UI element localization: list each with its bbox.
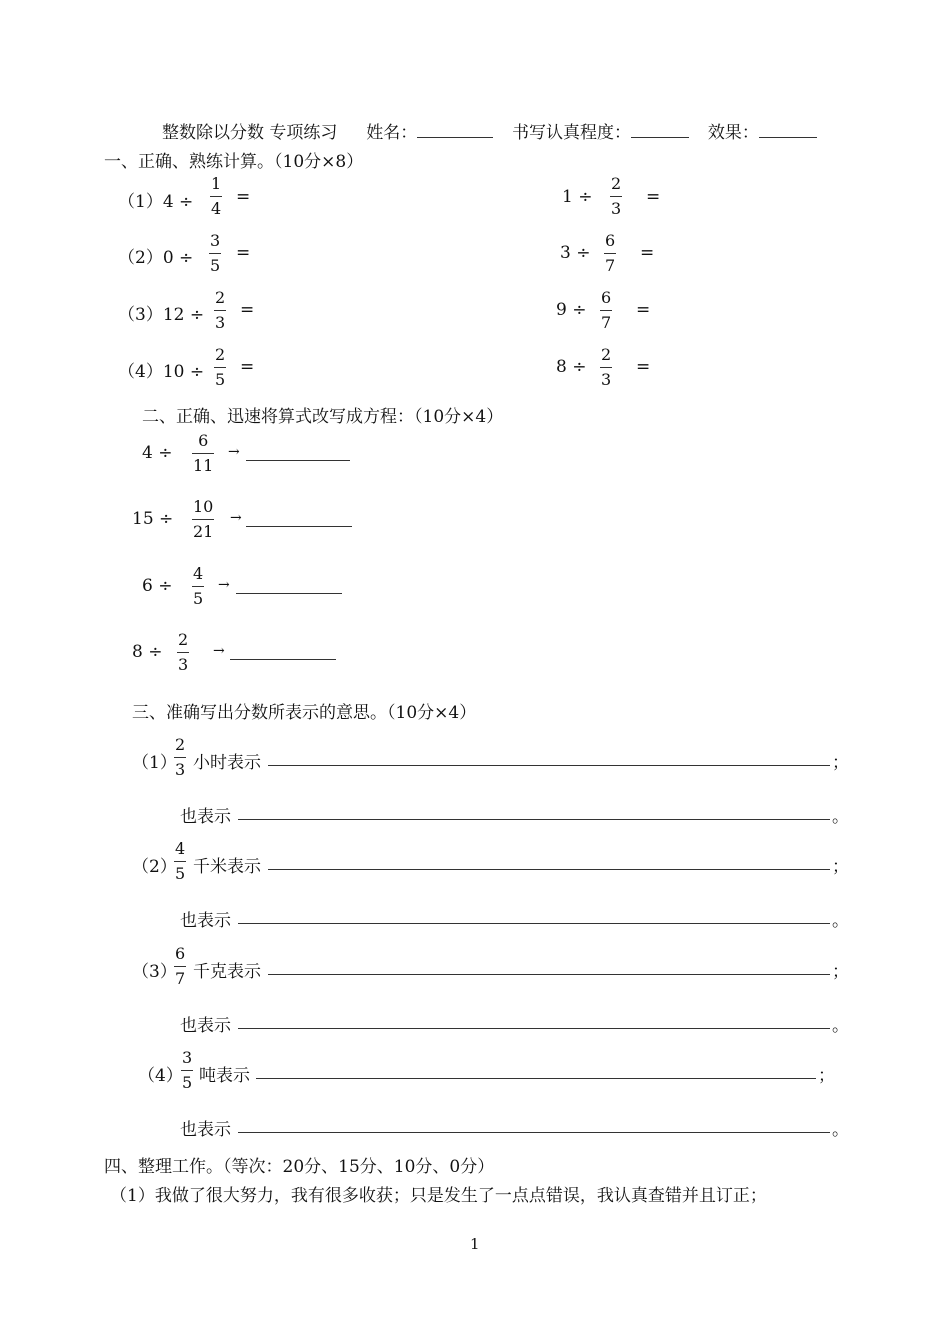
equals-sign: =: [240, 300, 255, 320]
fraction: [181, 1050, 193, 1091]
worksheet-header: [162, 118, 817, 143]
equals-sign: =: [236, 187, 251, 207]
numerator: 10: [193, 497, 214, 516]
fraction: [174, 946, 186, 987]
fraction: [177, 632, 189, 673]
calc-expression: 1 ÷: [562, 187, 593, 207]
equals-sign: =: [636, 300, 651, 320]
answer-line[interactable]: [246, 526, 352, 527]
division-expression: 15 ÷: [132, 509, 174, 529]
section4-heading: 四、整理工作。（等次：20分、15分、10分、0分）: [104, 1157, 495, 1177]
denominator: 3: [600, 367, 612, 388]
name-label: 姓名：: [366, 123, 418, 143]
unit-label: 吨表示: [199, 1066, 250, 1086]
denominator: 5: [174, 861, 186, 882]
denominator: 3: [174, 757, 186, 778]
fraction: [192, 433, 214, 474]
answer-line[interactable]: [268, 869, 830, 870]
denominator: 7: [600, 310, 612, 331]
end-punct: ；: [832, 962, 849, 982]
numerator: 2: [215, 345, 226, 364]
denominator: 3: [177, 652, 189, 673]
answer-line[interactable]: [236, 593, 342, 594]
equals-sign: =: [640, 243, 655, 263]
denominator: 3: [610, 196, 622, 217]
denominator: 5: [214, 367, 226, 388]
numerator: 3: [182, 1048, 193, 1067]
calc-expression: 8 ÷: [556, 357, 587, 377]
denominator: 7: [174, 966, 186, 987]
numerator: 6: [198, 431, 209, 450]
numerator: 2: [601, 345, 612, 364]
unit-label: 小时表示: [193, 753, 261, 773]
numerator: 2: [611, 174, 622, 193]
section1-heading: 一、正确、熟练计算。（10分×8）: [104, 152, 364, 172]
effect-label: 效果：: [707, 123, 759, 143]
fraction: [600, 347, 612, 388]
end-punct: 。: [832, 911, 849, 931]
item-number: （2）: [132, 857, 177, 877]
fraction: [610, 176, 622, 217]
section3-heading: 三、准确写出分数所表示的意思。（10分×4）: [132, 703, 477, 723]
also-label: 也表示: [180, 911, 231, 931]
equals-sign: =: [236, 243, 251, 263]
also-label: 也表示: [180, 1120, 231, 1140]
numerator: 6: [175, 944, 186, 963]
numerator: 1: [211, 174, 222, 193]
division-expression: 8 ÷: [132, 642, 163, 662]
right-arrow-icon: →: [218, 577, 230, 593]
answer-line[interactable]: [256, 1078, 816, 1079]
fraction: [600, 290, 612, 331]
denominator: 5: [209, 253, 221, 274]
end-punct: ；: [832, 857, 849, 877]
end-punct: 。: [832, 1120, 849, 1140]
division-expression: 6 ÷: [142, 576, 173, 596]
fraction: [174, 841, 186, 882]
effect-field[interactable]: [759, 137, 817, 138]
also-label: 也表示: [180, 807, 231, 827]
numerator: 6: [601, 288, 612, 307]
item-number: （1）: [132, 753, 177, 773]
fraction: [192, 566, 204, 607]
calc-expression: （1）4 ÷: [118, 192, 194, 212]
denominator: 7: [604, 253, 616, 274]
numerator: 4: [193, 564, 204, 583]
right-arrow-icon: →: [230, 510, 242, 526]
division-expression: 4 ÷: [142, 443, 173, 463]
calc-expression: （2）0 ÷: [118, 248, 194, 268]
end-punct: ；: [832, 753, 849, 773]
fraction: [214, 290, 226, 331]
fraction: [174, 737, 186, 778]
answer-line[interactable]: [246, 460, 350, 461]
also-label: 也表示: [180, 1016, 231, 1036]
name-field[interactable]: [417, 137, 493, 138]
writing-field[interactable]: [631, 137, 689, 138]
calc-expression: （4）10 ÷: [118, 362, 205, 382]
reflection-item: （1）我做了很大努力，我有很多收获；只是发生了一点点错误，我认真查错并且订正；: [110, 1186, 767, 1206]
numerator: 4: [175, 839, 186, 858]
unit-label: 千克表示: [193, 962, 261, 982]
writing-label: 书写认真程度：: [512, 123, 632, 143]
denominator: 11: [192, 453, 214, 474]
denominator: 3: [214, 310, 226, 331]
right-arrow-icon: →: [228, 444, 240, 460]
answer-line[interactable]: [238, 923, 830, 924]
end-punct: 。: [832, 1016, 849, 1036]
numerator: 2: [215, 288, 226, 307]
equals-sign: =: [646, 187, 661, 207]
unit-label: 千米表示: [193, 857, 261, 877]
item-number: （4）: [138, 1066, 183, 1086]
equals-sign: =: [240, 357, 255, 377]
fraction: [192, 499, 214, 540]
numerator: 2: [178, 630, 189, 649]
fraction: [209, 233, 221, 274]
denominator: 5: [192, 586, 204, 607]
end-punct: 。: [832, 807, 849, 827]
numerator: 2: [175, 735, 186, 754]
answer-line[interactable]: [238, 1132, 830, 1133]
fraction: [604, 233, 616, 274]
page-number: 1: [470, 1235, 480, 1253]
end-punct: ；: [818, 1066, 835, 1086]
calc-expression: 9 ÷: [556, 300, 587, 320]
calc-expression: （3）12 ÷: [118, 305, 205, 325]
fraction: [210, 176, 222, 217]
numerator: 6: [605, 231, 616, 250]
denominator: 5: [181, 1070, 193, 1091]
calc-expression: 3 ÷: [560, 243, 591, 263]
numerator: 3: [210, 231, 221, 250]
denominator: 21: [192, 519, 214, 540]
equals-sign: =: [636, 357, 651, 377]
answer-line[interactable]: [238, 1028, 830, 1029]
answer-line[interactable]: [230, 659, 336, 660]
answer-line[interactable]: [238, 819, 830, 820]
right-arrow-icon: →: [213, 643, 225, 659]
section2-heading: 二、正确、迅速将算式改写成方程：（10分×4）: [142, 407, 504, 427]
item-number: （3）: [132, 962, 177, 982]
answer-line[interactable]: [268, 974, 830, 975]
fraction: [214, 347, 226, 388]
denominator: 4: [210, 196, 222, 217]
answer-line[interactable]: [268, 765, 830, 766]
worksheet-title: 整数除以分数 专项练习: [162, 123, 338, 143]
